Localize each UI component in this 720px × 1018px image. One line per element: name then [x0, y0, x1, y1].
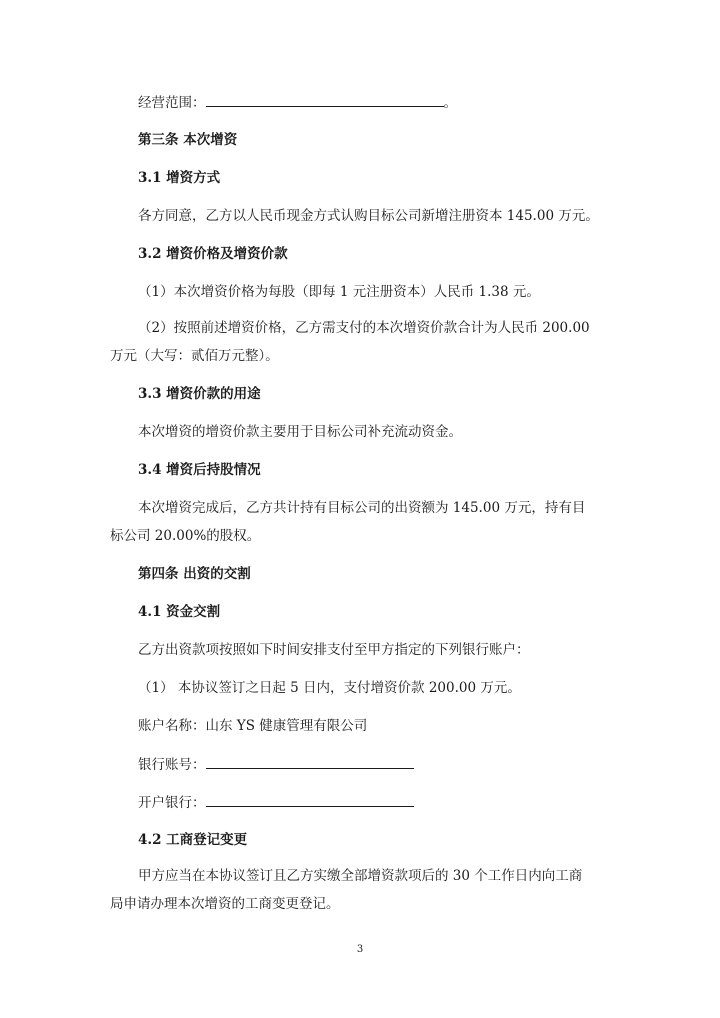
section-4-1-item-1: （1） 本协议签订之日起 5 日内，支付增资价款 200.00 万元。 [138, 680, 521, 696]
bank-account-blank [206, 754, 414, 769]
section-3-1-title: 3.1 增资方式 [138, 170, 221, 186]
section-3-4-line-2: 标公司 20.00%的股权。 [110, 528, 261, 544]
opening-bank-blank [206, 792, 414, 807]
account-name-line: 账户名称：山东 YS 健康管理有限公司 [138, 718, 368, 734]
bank-account-line [138, 754, 620, 775]
section-3-2-item-1: （1）本次增资价格为每股（即每 1 元注册资本）人民币 1.38 元。 [138, 284, 540, 300]
page-number: 3 [356, 944, 364, 955]
bank-account-label: 银行账号： [138, 757, 206, 773]
business-scope-line [138, 92, 620, 113]
business-scope-blank [206, 92, 444, 107]
section-4-1-intro: 乙方出资款项按照如下时间安排支付至甲方指定的下列银行账户： [138, 642, 530, 658]
section-3-2-title: 3.2 增资价格及增资价款 [138, 246, 288, 262]
section-4-1-title: 4.1 资金交割 [138, 604, 221, 620]
business-scope-end: 。 [443, 95, 457, 111]
opening-bank-label: 开户银行： [138, 795, 206, 811]
business-scope-label: 经营范围： [138, 95, 206, 111]
section-3-1-body: 各方同意，乙方以人民币现金方式认购目标公司新增注册资本 145.00 万元。 [138, 208, 599, 224]
section-4-2-title: 4.2 工商登记变更 [138, 832, 248, 848]
section-3-3-body: 本次增资的增资价款主要用于目标公司补充流动资金。 [138, 424, 462, 440]
article-4-title: 第四条 出资的交割 [138, 566, 251, 582]
section-3-2-item-2-line-1: （2）按照前述增资价格，乙方需支付的本次增资价款合计为人民币 200.00 [138, 320, 590, 336]
section-4-2-line-1: 甲方应当在本协议签订且乙方实缴全部增资款项后的 30 个工作日内向工商 [138, 868, 583, 884]
section-3-3-title: 3.3 增资价款的用途 [138, 386, 261, 402]
section-3-4-title: 3.4 增资后持股情况 [138, 462, 261, 478]
article-3-title: 第三条 本次增资 [138, 132, 238, 148]
section-3-4-line-1: 本次增资完成后，乙方共计持有目标公司的出资额为 145.00 万元，持有目 [138, 500, 586, 516]
section-3-2-item-2-line-2: 万元（大写：贰佰万元整）。 [110, 348, 279, 364]
section-4-2-line-2: 局申请办理本次增资的工商变更登记。 [110, 896, 340, 912]
opening-bank-line [138, 792, 620, 813]
